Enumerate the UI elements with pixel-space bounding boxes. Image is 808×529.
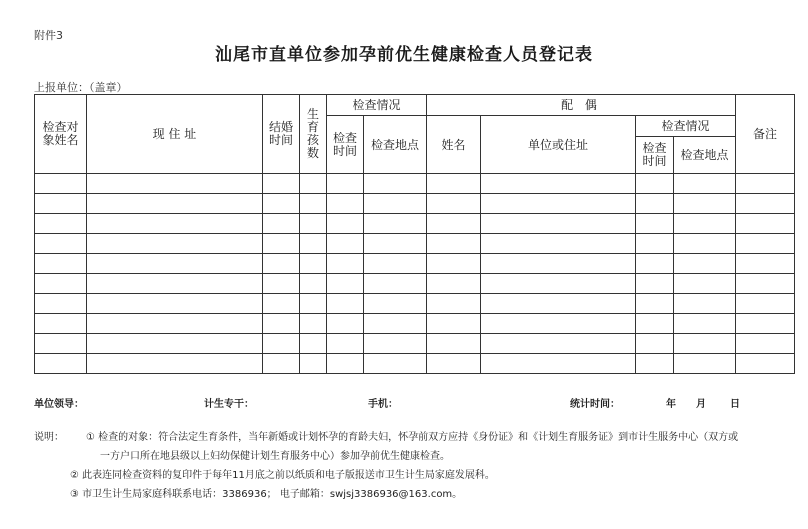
- table-cell[interactable]: [636, 194, 674, 214]
- month-label: 月: [696, 399, 706, 410]
- table-cell[interactable]: [263, 274, 300, 294]
- table-cell[interactable]: [736, 294, 795, 314]
- table-cell[interactable]: [674, 174, 736, 194]
- table-cell[interactable]: [364, 294, 427, 314]
- table-cell[interactable]: [427, 254, 481, 274]
- header-spouse-unit: 单位或住址: [481, 116, 636, 174]
- table-cell[interactable]: [327, 234, 364, 254]
- table-cell[interactable]: [327, 314, 364, 334]
- table-cell[interactable]: [364, 354, 427, 374]
- table-cell[interactable]: [87, 294, 263, 314]
- table-cell[interactable]: [427, 334, 481, 354]
- table-cell[interactable]: [263, 194, 300, 214]
- registration-table: [34, 94, 795, 374]
- table-cell[interactable]: [327, 254, 364, 274]
- table-cell[interactable]: [481, 254, 636, 274]
- header-spouse-exam-info: 检查情况: [636, 116, 736, 137]
- table-cell[interactable]: [364, 314, 427, 334]
- table-cell[interactable]: [87, 254, 263, 274]
- note-1-continued: 一方户口所在地县级以上妇幼保健计划生育服务中心）参加孕前优生健康检查。: [100, 451, 450, 462]
- table-cell[interactable]: [736, 194, 795, 214]
- table-cell[interactable]: [87, 174, 263, 194]
- table-cell[interactable]: [300, 354, 327, 374]
- table-cell[interactable]: [481, 294, 636, 314]
- note-1-text: ① 检查的对象：符合法定生育条件，当年新婚或计划怀孕的育龄夫妇，怀孕前双方应持《身份证》和《计划生育服务证》到市计生服务中心（双方或: [86, 432, 739, 443]
- table-cell[interactable]: [87, 194, 263, 214]
- table-cell[interactable]: [636, 334, 674, 354]
- table-cell[interactable]: [87, 314, 263, 334]
- note-3: ③ 市卫生计生局家庭科联系电话：3386936； 电子邮箱：swjsj3386936@163.com。: [70, 489, 463, 500]
- attachment-label: 附件3: [34, 29, 63, 42]
- table-cell[interactable]: [736, 354, 795, 374]
- table-cell[interactable]: [263, 294, 300, 314]
- table-cell[interactable]: [427, 354, 481, 374]
- table-cell[interactable]: [427, 314, 481, 334]
- table-cell[interactable]: [300, 314, 327, 334]
- table-cell[interactable]: [35, 254, 87, 274]
- table-cell[interactable]: [364, 274, 427, 294]
- table-cell[interactable]: [674, 314, 736, 334]
- day-label: 日: [730, 399, 740, 410]
- table-cell[interactable]: [427, 194, 481, 214]
- table-cell[interactable]: [35, 174, 87, 194]
- header-spouse: 配 偶: [427, 95, 736, 116]
- table-cell[interactable]: [364, 334, 427, 354]
- header-spouse-name: 姓名: [427, 116, 481, 174]
- header-exam-place: 检查地点: [364, 116, 427, 174]
- table-cell[interactable]: [736, 254, 795, 274]
- table-cell[interactable]: [481, 314, 636, 334]
- table-cell[interactable]: [263, 354, 300, 374]
- table-cell[interactable]: [674, 354, 736, 374]
- table-cell[interactable]: [636, 254, 674, 274]
- table-cell[interactable]: [427, 174, 481, 194]
- table-cell[interactable]: [736, 234, 795, 254]
- table-cell[interactable]: [481, 174, 636, 194]
- table-cell[interactable]: [364, 214, 427, 234]
- notes-lead-label: 说明：: [34, 432, 64, 443]
- table-cell[interactable]: [327, 174, 364, 194]
- notes-section: [34, 428, 794, 504]
- table-cell[interactable]: [87, 334, 263, 354]
- table-cell[interactable]: [263, 334, 300, 354]
- table-cell[interactable]: [327, 294, 364, 314]
- table-cell[interactable]: [427, 234, 481, 254]
- table-cell[interactable]: [300, 294, 327, 314]
- table-cell[interactable]: [87, 354, 263, 374]
- header-spouse-exam-time: 检查时间: [636, 137, 674, 174]
- table-cell[interactable]: [636, 314, 674, 334]
- table-row: [35, 274, 795, 294]
- header-spouse-exam-place: 检查地点: [674, 137, 736, 174]
- table-cell[interactable]: [35, 294, 87, 314]
- table-cell[interactable]: [87, 274, 263, 294]
- table-cell[interactable]: [364, 174, 427, 194]
- table-cell[interactable]: [300, 334, 327, 354]
- table-cell[interactable]: [674, 294, 736, 314]
- table-cell[interactable]: [300, 254, 327, 274]
- table-cell[interactable]: [736, 314, 795, 334]
- table-cell[interactable]: [35, 334, 87, 354]
- table-cell[interactable]: [35, 214, 87, 234]
- year-label: 年: [666, 399, 676, 410]
- table-cell[interactable]: [674, 194, 736, 214]
- header-exam-time: 检查时间: [327, 116, 364, 174]
- table-cell[interactable]: [427, 274, 481, 294]
- table-cell[interactable]: [674, 254, 736, 274]
- table-cell[interactable]: [674, 274, 736, 294]
- header-remarks: 备注: [736, 95, 795, 174]
- table-cell[interactable]: [300, 214, 327, 234]
- table-cell[interactable]: [263, 314, 300, 334]
- table-row: [35, 174, 795, 194]
- table-cell[interactable]: [481, 194, 636, 214]
- table-cell[interactable]: [300, 274, 327, 294]
- table-cell[interactable]: [636, 274, 674, 294]
- table-cell[interactable]: [364, 234, 427, 254]
- table-cell[interactable]: [636, 354, 674, 374]
- table-row: [35, 354, 795, 374]
- table-cell[interactable]: [364, 254, 427, 274]
- mobile-label: 手机：: [368, 399, 398, 410]
- table-body: [35, 174, 795, 374]
- table-cell[interactable]: [35, 274, 87, 294]
- table-cell[interactable]: [263, 254, 300, 274]
- table-cell[interactable]: [263, 214, 300, 234]
- table-cell[interactable]: [327, 194, 364, 214]
- table-cell[interactable]: [736, 174, 795, 194]
- unit-leader-label: 单位领导：: [34, 399, 84, 410]
- table-cell[interactable]: [481, 214, 636, 234]
- table-cell[interactable]: [481, 334, 636, 354]
- form-title: 汕尾市直单位参加孕前优生健康检查人员登记表: [215, 45, 593, 65]
- table-cell[interactable]: [481, 234, 636, 254]
- table-cell[interactable]: [481, 354, 636, 374]
- planner-label: 计生专干：: [204, 399, 254, 410]
- table-cell[interactable]: [481, 274, 636, 294]
- table-cell[interactable]: [263, 174, 300, 194]
- table-row: [35, 314, 795, 334]
- table-row: [35, 334, 795, 354]
- table-cell[interactable]: [300, 174, 327, 194]
- table-cell[interactable]: [87, 234, 263, 254]
- table-cell[interactable]: [674, 334, 736, 354]
- table-cell[interactable]: [87, 214, 263, 234]
- header-person-name: 检查对象姓名: [35, 95, 87, 174]
- header-children-count: 生育孩数: [300, 95, 327, 174]
- table-cell[interactable]: [263, 234, 300, 254]
- table-row: [35, 214, 795, 234]
- table-cell[interactable]: [327, 274, 364, 294]
- header-exam-info: 检查情况: [327, 95, 427, 116]
- table-cell[interactable]: [327, 214, 364, 234]
- table-cell[interactable]: [35, 314, 87, 334]
- footer-signatures: [34, 395, 794, 411]
- table-row: [35, 254, 795, 274]
- table-cell[interactable]: [636, 294, 674, 314]
- table-cell[interactable]: [300, 194, 327, 214]
- table-cell[interactable]: [327, 334, 364, 354]
- table-cell[interactable]: [35, 234, 87, 254]
- stat-time-label: 统计时间：: [570, 399, 620, 410]
- table-cell[interactable]: [736, 334, 795, 354]
- table-cell[interactable]: [636, 234, 674, 254]
- table-cell[interactable]: [427, 214, 481, 234]
- table-cell[interactable]: [736, 274, 795, 294]
- table-cell[interactable]: [364, 194, 427, 214]
- table-row: [35, 234, 795, 254]
- table-cell[interactable]: [300, 234, 327, 254]
- table-cell[interactable]: [674, 234, 736, 254]
- table-cell[interactable]: [736, 214, 795, 234]
- header-marriage-time: 结婚时间: [263, 95, 300, 174]
- table-cell[interactable]: [35, 194, 87, 214]
- table-row: [35, 294, 795, 314]
- table-cell[interactable]: [636, 214, 674, 234]
- header-address: 现 住 址: [87, 95, 263, 174]
- table-cell[interactable]: [636, 174, 674, 194]
- note-2: ② 此表连同检查资料的复印件于每年11月底之前以纸质和电子版报送市卫生计生局家庭发展科。: [70, 470, 495, 481]
- reporting-unit-label: 上报单位：（盖章）: [34, 81, 128, 94]
- table-row: [35, 194, 795, 214]
- note-1: [34, 428, 794, 447]
- table-cell[interactable]: [35, 354, 87, 374]
- table-cell[interactable]: [327, 354, 364, 374]
- table-cell[interactable]: [674, 214, 736, 234]
- table-cell[interactable]: [427, 294, 481, 314]
